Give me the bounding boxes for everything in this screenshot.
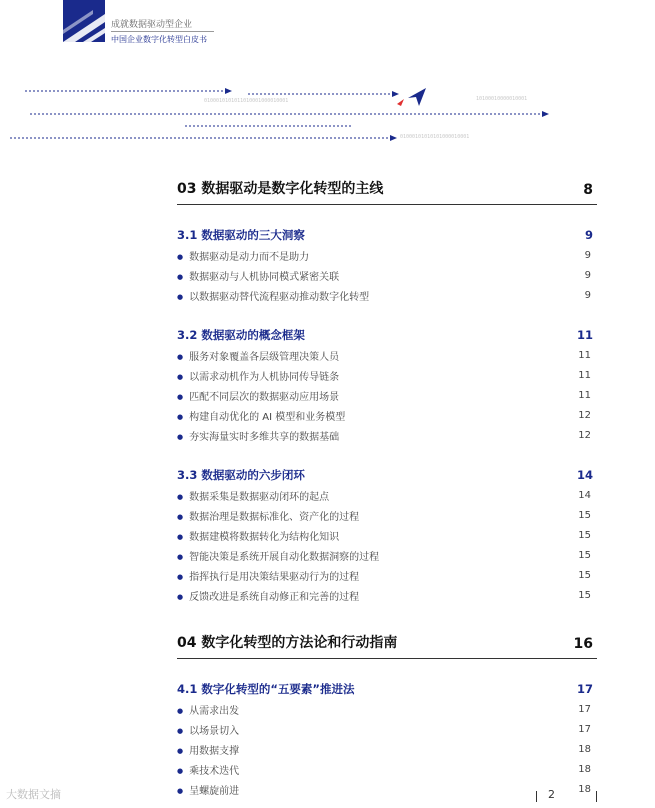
logo-block bbox=[63, 0, 105, 42]
footer-divider-right bbox=[596, 791, 597, 802]
item-page: 18 bbox=[578, 783, 591, 795]
item-title: ● 数据建模将数据转化为结构化知识 bbox=[177, 528, 339, 543]
toc-item[interactable] bbox=[177, 505, 597, 525]
item-title: ● 数据采集是数据驱动闭环的起点 bbox=[177, 488, 329, 503]
item-title: ● 以数据驱动替代流程驱动推动数字化转型 bbox=[177, 288, 369, 303]
item-title: ● 从需求出发 bbox=[177, 702, 239, 717]
section-page: 17 bbox=[576, 682, 593, 696]
item-page: 14 bbox=[578, 489, 591, 501]
section-page: 14 bbox=[576, 468, 593, 482]
toc-item[interactable] bbox=[177, 265, 597, 285]
table-of-contents bbox=[177, 178, 597, 799]
item-title: ● 匹配不同层次的数据驱动应用场景 bbox=[177, 388, 339, 403]
item-title: ● 智能决策是系统开展自动化数据洞察的过程 bbox=[177, 548, 379, 563]
chapter-title: 04 数字化转型的方法论和行动指南 bbox=[177, 635, 398, 651]
toc-item[interactable] bbox=[177, 525, 597, 545]
toc-item[interactable] bbox=[177, 345, 597, 365]
item-page: 15 bbox=[578, 589, 591, 601]
toc-item[interactable] bbox=[177, 759, 597, 779]
item-title: ● 反馈改进是系统自动修正和完善的过程 bbox=[177, 588, 359, 603]
item-page: 17 bbox=[578, 723, 591, 735]
item-title: ● 指挥执行是用决策结果驱动行为的过程 bbox=[177, 568, 359, 583]
item-title: ● 服务对象覆盖各层级管理决策人员 bbox=[177, 348, 339, 363]
toc-section-3-1[interactable] bbox=[177, 225, 597, 245]
page-number: 2 bbox=[548, 788, 555, 801]
item-title: ● 呈螺旋前进 bbox=[177, 782, 239, 797]
item-title: ● 夯实海量实时多维共享的数据基础 bbox=[177, 428, 339, 443]
section-page: 11 bbox=[576, 328, 593, 342]
item-title: ● 数据驱动是动力而不是助力 bbox=[177, 248, 309, 263]
section-title: 3.3 数据驱动的六步闭环 bbox=[177, 468, 305, 482]
item-page: 18 bbox=[578, 743, 591, 755]
item-page: 18 bbox=[578, 763, 591, 775]
logo-stripes-icon bbox=[63, 0, 105, 42]
item-title: ● 用数据支撑 bbox=[177, 742, 239, 757]
binary-text-3: 01000101010101000010001 bbox=[400, 134, 470, 140]
section-title: 3.1 数据驱动的三大洞察 bbox=[177, 228, 305, 242]
item-page: 12 bbox=[578, 409, 591, 421]
item-title: ● 以需求动机作为人机协同传导链条 bbox=[177, 368, 339, 383]
toc-item[interactable] bbox=[177, 365, 597, 385]
chapter-title: 03 数据驱动是数字化转型的主线 bbox=[177, 181, 384, 197]
section-title: 3.2 数据驱动的概念框架 bbox=[177, 328, 305, 342]
toc-item[interactable] bbox=[177, 385, 597, 405]
plane-red-icon bbox=[397, 99, 404, 106]
toc-item[interactable] bbox=[177, 565, 597, 585]
item-page: 15 bbox=[578, 549, 591, 561]
toc-item[interactable] bbox=[177, 245, 597, 265]
decorative-arrows bbox=[0, 80, 655, 150]
chapter-page: 16 bbox=[573, 636, 593, 652]
watermark: 大数据文摘 bbox=[6, 788, 61, 801]
item-page: 9 bbox=[584, 249, 591, 261]
item-page: 9 bbox=[584, 269, 591, 281]
item-title: ● 数据治理是数据标准化、资产化的过程 bbox=[177, 508, 359, 523]
item-title: ● 构建自动优化的 AI 模型和业务模型 bbox=[177, 408, 345, 423]
toc-item[interactable] bbox=[177, 719, 597, 739]
binary-text-2: 10100010000010001 bbox=[476, 96, 528, 102]
toc-section-4-1[interactable] bbox=[177, 679, 597, 699]
item-page: 15 bbox=[578, 569, 591, 581]
item-page: 12 bbox=[578, 429, 591, 441]
toc-section-3-2[interactable] bbox=[177, 325, 597, 345]
toc-section-3-3[interactable] bbox=[177, 465, 597, 485]
item-page: 15 bbox=[578, 529, 591, 541]
toc-item[interactable] bbox=[177, 545, 597, 565]
item-page: 17 bbox=[578, 703, 591, 715]
header-title: 成就数据驱动型企业 bbox=[111, 20, 193, 30]
toc-item[interactable] bbox=[177, 585, 597, 605]
toc-item[interactable] bbox=[177, 739, 597, 759]
item-page: 9 bbox=[584, 289, 591, 301]
toc-item[interactable] bbox=[177, 285, 597, 305]
item-page: 15 bbox=[578, 509, 591, 521]
toc-item[interactable] bbox=[177, 699, 597, 719]
item-title: ● 乘技术迭代 bbox=[177, 762, 239, 777]
item-page: 11 bbox=[578, 389, 591, 401]
item-page: 11 bbox=[578, 369, 591, 381]
item-title: ● 数据驱动与人机协同模式紧密关联 bbox=[177, 268, 339, 283]
toc-item[interactable] bbox=[177, 779, 597, 799]
toc-item[interactable] bbox=[177, 425, 597, 445]
toc-chapter-04[interactable] bbox=[177, 632, 597, 659]
toc-item[interactable] bbox=[177, 485, 597, 505]
toc-item[interactable] bbox=[177, 405, 597, 425]
section-page: 9 bbox=[584, 228, 593, 242]
footer-divider-left bbox=[536, 791, 537, 802]
section-title: 4.1 数字化转型的“五要素”推进法 bbox=[177, 682, 355, 696]
header-divider bbox=[111, 31, 214, 32]
plane-blue-icon bbox=[408, 88, 426, 106]
toc-chapter-03[interactable] bbox=[177, 178, 597, 205]
chapter-page: 8 bbox=[583, 182, 593, 198]
header-subtitle: 中国企业数字化转型白皮书 bbox=[111, 35, 207, 44]
item-page: 11 bbox=[578, 349, 591, 361]
binary-text-1: 0100010101011010001000010001 bbox=[204, 98, 289, 104]
item-title: ● 以场景切入 bbox=[177, 722, 239, 737]
